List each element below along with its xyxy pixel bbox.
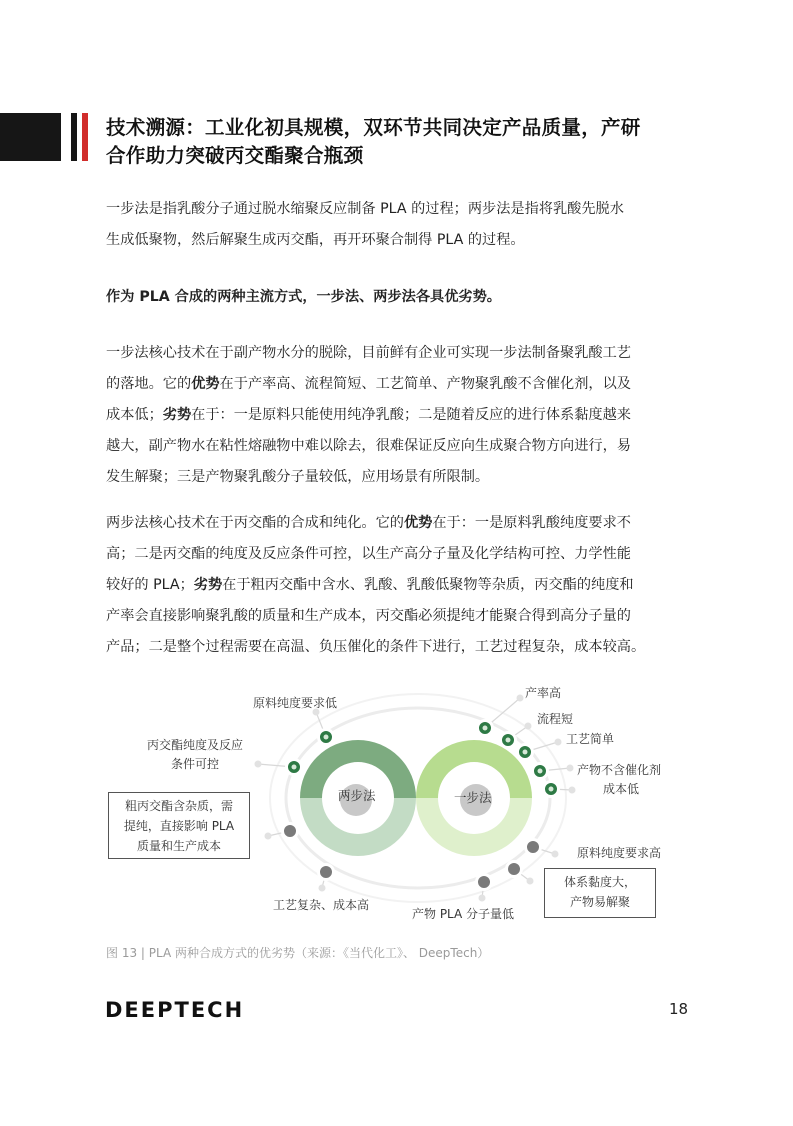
two-step-paragraph: 两步法核心技术在于丙交酯的合成和纯化。它的优势在于：一是原料乳酸纯度要求不 高；二是丙交酯的纯度及反应条件可控，以生产高分子量及化学结构可控、力学性能 较好的 PLA；劣势在于粗丙交酯中含水、乳酸、乳酸低聚物等杂质，丙交酯的纯度和 产率会直接影响聚乳酸的质量和生产成本，丙交酯必须提纯才能聚合得到高分子量的 产品；二是整个过程需要在高温、负压催化的条件下进行，工艺过程复杂，成本较高。 [106, 515, 646, 655]
intro-line-1: 一步法是指乳酸分子通过脱水缩聚反应制备 PLA 的过程；两步法是指将乳酸先脱水 [106, 201, 624, 217]
page-number: 18 [669, 1000, 689, 1018]
label-no-catalyst: 产物不含催化剂 [577, 763, 662, 777]
section-heading [106, 114, 706, 170]
disadvantage-keyword: 劣势 [193, 577, 223, 593]
two-step-label: 两步法 [338, 788, 376, 803]
heading-line-2: 合作助力突破丙交酯聚合瓶颈 [106, 144, 364, 167]
advantage-keyword: 优势 [403, 515, 433, 531]
label-complex-cost: 工艺复杂、成本高 [273, 898, 370, 912]
label-mw-low: 产物 PLA 分子量低 [412, 907, 515, 921]
red-accent-bar [82, 113, 88, 161]
label-raw-purity-low: 原料纯度要求低 [253, 696, 338, 710]
intro-line-2: 生成低聚物，然后解聚生成丙交酯，再开环聚合制得 PLA 的过程。 [106, 232, 525, 248]
label-process-simple: 工艺简单 [566, 732, 615, 746]
label-flow-short: 流程短 [537, 712, 574, 726]
figure-caption: 图 13 | PLA 两种合成方式的优劣势（来源：《当代化工》、 DeepTech） [106, 946, 490, 960]
label-raw-purity-high: 原料纯度要求高 [577, 846, 662, 860]
black-accent-bar [71, 113, 77, 161]
comparison-diagram [100, 676, 700, 938]
one-step-label: 一步法 [454, 790, 492, 805]
box-viscosity: 体系黏度大， 产物易解聚 [544, 868, 656, 918]
corner-black-block [0, 113, 61, 161]
advantage-keyword: 优势 [191, 376, 220, 392]
deeptech-logo: DEEPTECH [105, 998, 245, 1022]
lead-sentence: 作为 PLA 合成的两种主流方式，一步法、两步法各具优劣势。 [106, 289, 501, 305]
box-crude-lactide: 粗丙交酯含杂质，需 提纯，直接影响 PLA 质量和生产成本 [108, 792, 250, 859]
label-yield-high: 产率高 [525, 686, 562, 700]
intro-paragraph [106, 194, 706, 256]
label-cost-low: 成本低 [603, 782, 640, 796]
heading-line-1: 技术溯源：工业化初具规模，双环节共同决定产品质量，产研 [106, 116, 641, 139]
one-step-paragraph: 一步法核心技术在于副产物水分的脱除，目前鲜有企业可实现一步法制备聚乳酸工艺 的落地。它的优势在于产率高、流程简短、工艺简单、产物聚乳酸不含催化剂，以及 成本低；劣势在于：一是原料只能使用纯净乳酸；二是随着反应的进行体系黏度越来 越大，副产物水在粘性熔融物中难以除去，很难保证反应向生成聚合物方向进行，易 发生解聚；三是产物聚乳酸分子量较低，应用场景有所限制。 [106, 345, 631, 485]
disadvantage-keyword: 劣势 [162, 407, 192, 423]
label-lactide-controllable: 丙交酯纯度及反应 条件可控 [146, 738, 243, 771]
